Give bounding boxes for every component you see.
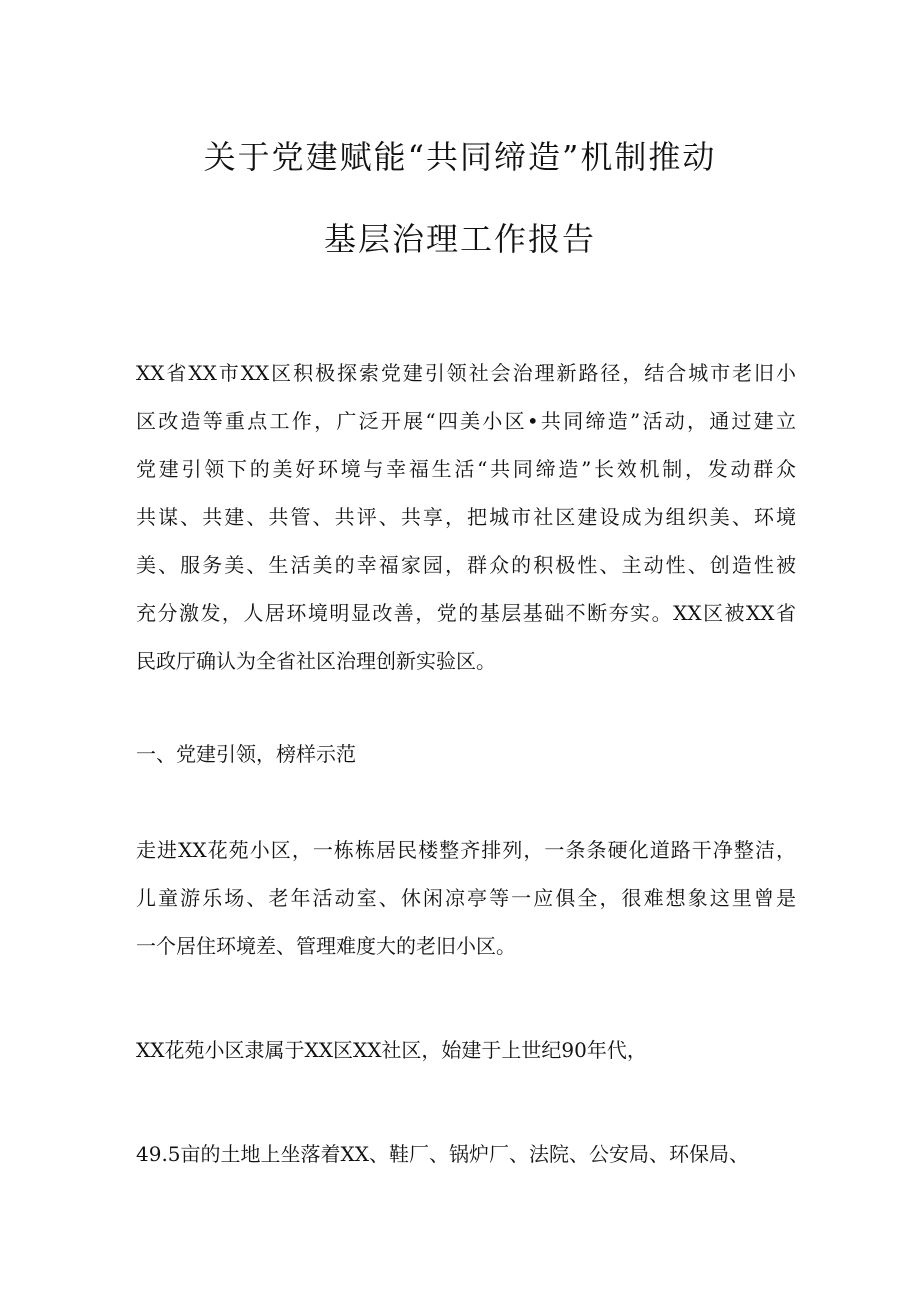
intro-line-4: 共谋、共建、共管、共评、共享，把城市社区建设成为组织美、环境 — [136, 505, 796, 529]
para2-line-2: 儿童游乐场、老年活动室、休闲凉亭等一应俱全，很难想象这里曾是 — [136, 886, 796, 910]
title-line-2: 基层治理工作报告 — [323, 220, 596, 258]
intro-line-6: 充分激发，人居环境明显改善，党的基层基础不断夯实。XX区被XX省 — [136, 601, 796, 625]
intro-line-1: XX省XX市XX区积极探索党建引领社会治理新路径，结合城市老旧小 — [136, 361, 796, 385]
para2-line-3: 一个居住环境差、管理难度大的老旧小区。 — [136, 934, 516, 958]
intro-line-3: 党建引领下的美好环境与幸福生活“共同缔造”长效机制，发动群众 — [136, 457, 796, 481]
section-heading-1: 一、党建引领，榜样示范 — [136, 742, 356, 766]
intro-line-5: 美、服务美、生活美的幸福家园，群众的积极性、主动性、创造性被 — [136, 553, 796, 577]
para2-line-1: 走进XX花苑小区，一栋栋居民楼整齐排列，一条条硬化道路干净整洁， — [136, 838, 796, 862]
paragraph-3: XX花苑小区隶属于XX区XX社区，始建于上世纪90年代， — [136, 1038, 647, 1062]
title-line-1: 关于党建赋能“共同缔造”机制推动 — [203, 138, 717, 176]
intro-line-7: 民政厅确认为全省社区治理创新实验区。 — [136, 649, 496, 673]
intro-line-2: 区改造等重点工作，广泛开展“四美小区•共同缔造”活动，通过建立 — [136, 409, 796, 433]
paragraph-4: 49.5亩的土地上坐落着XX、鞋厂、锅炉厂、法院、公安局、环保局、 — [136, 1142, 750, 1166]
